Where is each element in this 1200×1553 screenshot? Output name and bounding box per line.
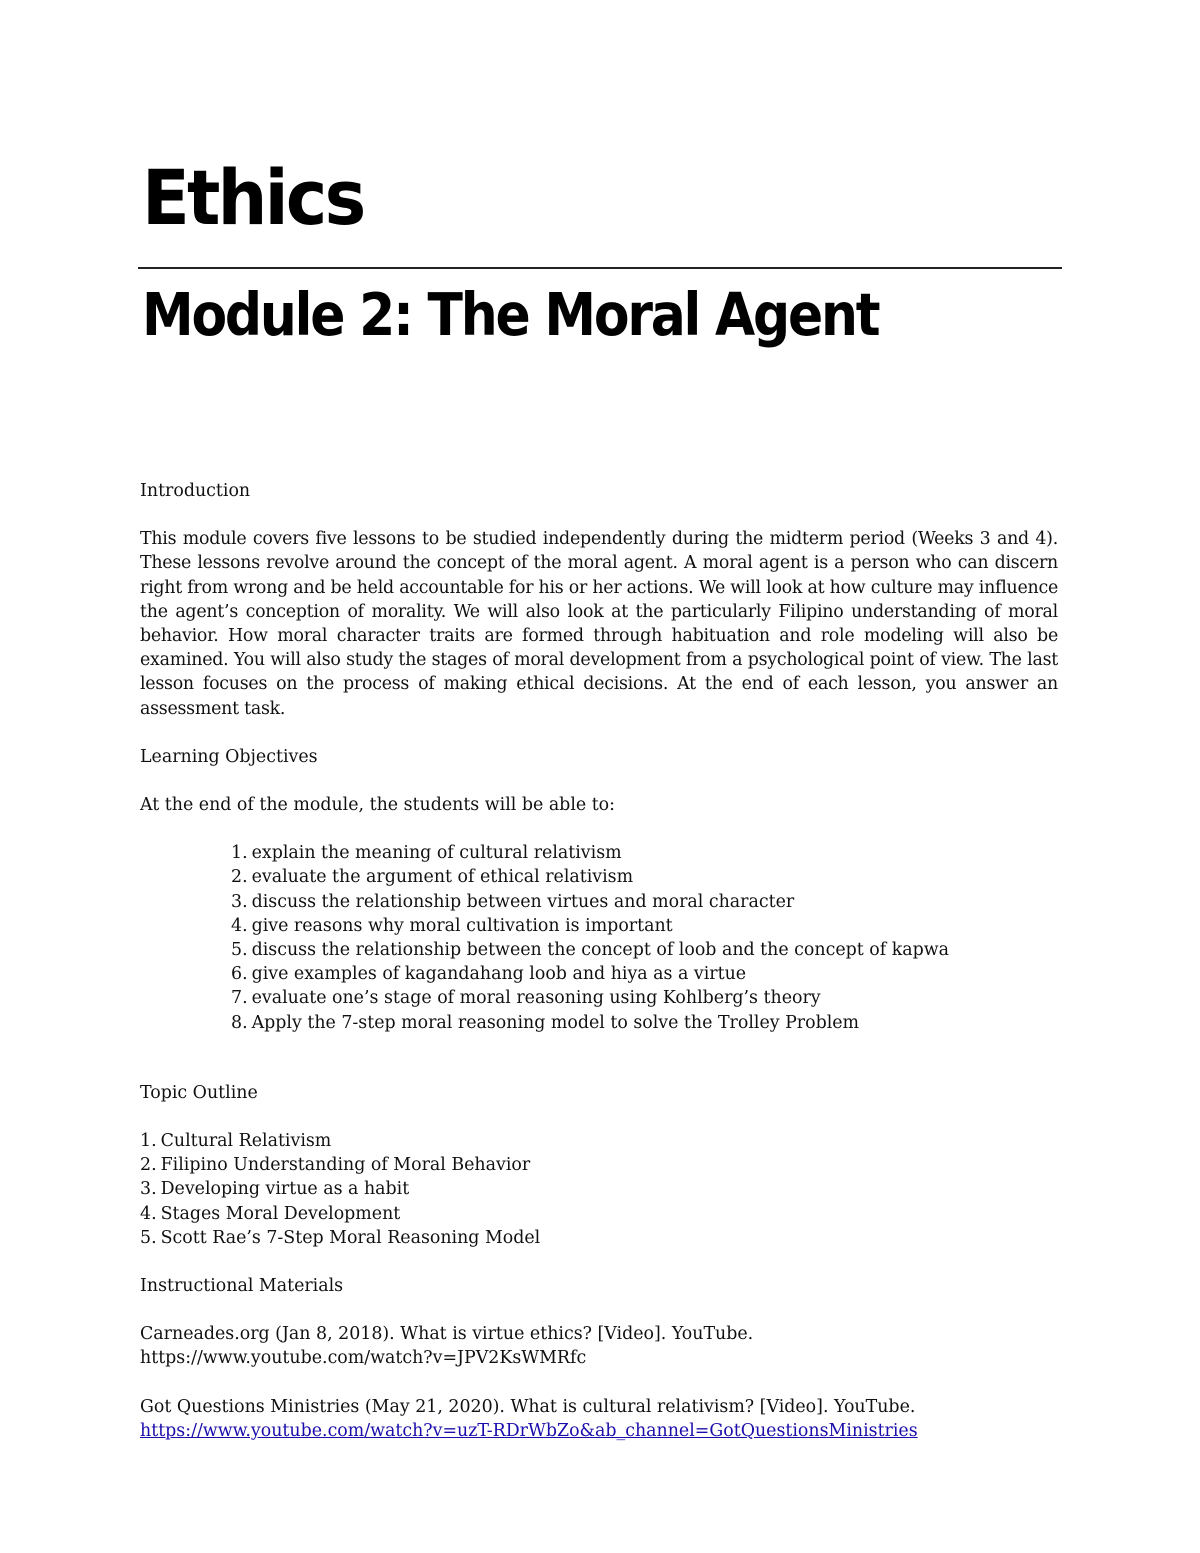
module-title: Module 2: The Moral Agent [142,280,879,349]
list-item: 5. Scott Rae’s 7-Step Moral Reasoning Model [140,1227,541,1248]
document-title: Ethics [142,153,364,242]
list-item: 2. Filipino Understanding of Moral Behavior [140,1155,531,1176]
reference-url: https://www.youtube.com/watch?v=JPV2KsWMRfc [140,1348,587,1369]
list-item: 8. Apply the 7-step moral reasoning model to solve the Trolley Problem [231,1012,860,1033]
list-item: 1. Cultural Relativism [140,1131,332,1152]
introduction-paragraph: This module covers five lessons to be studied independently during the midterm period (Weeks 3 and 4). These lessons revolve around the concept of the moral agent. A moral agent is a person who can discern right from wrong and be held accountable for his or her actions. We will look at how culture may influence the agent’s conception of morality. We will also look at the particularly Filipino understanding of moral behavior. How moral character traits are formed through habituation and role modeling will also be examined. You will also study the stages of moral development from a psychological point of view. The last lesson focuses on the process of making ethical decisions. At the end of each lesson, you answer an assessment task. [140,529,1058,719]
topic-outline-heading: Topic Outline [140,1082,258,1103]
list-item: 3. discuss the relationship between virtues and moral character [231,891,795,912]
reference-citation: Carneades.org (Jan 8, 2018). What is virtue ethics? [Video]. YouTube. [140,1324,754,1345]
reference-link[interactable]: https://www.youtube.com/watch?v=uzT-RDrWbZo&ab_channel=GotQuestionsMinistries [140,1420,918,1441]
document-body [140,479,1058,1443]
list-item: 1. explain the meaning of cultural relativism [231,843,622,864]
introduction-heading: Introduction [140,481,251,501]
list-item: 5. discuss the relationship between the concept of loob and the concept of kapwa [231,940,950,961]
list-item: 4. Stages Moral Development [140,1203,401,1224]
topic-outline-list [140,1129,1058,1250]
title-divider [138,267,1062,269]
objectives-lead: At the end of the module, the students will be able to: [140,795,616,816]
list-item: 2. evaluate the argument of ethical relativism [231,867,634,888]
reference-citation: Got Questions Ministries (May 21, 2020). What is cultural relativism? [Video]. YouTube. [140,1396,916,1417]
materials-heading: Instructional Materials [140,1276,344,1297]
list-item: 6. give examples of kagandahang loob and hiya as a virtue [231,964,747,985]
list-item: 3. Developing virtue as a habit [140,1179,410,1200]
objectives-list [140,841,1058,1035]
objectives-heading: Learning Objectives [140,746,318,767]
list-item: 7. evaluate one’s stage of moral reasoning using Kohlberg’s theory [231,988,821,1009]
list-item: 4. give reasons why moral cultivation is important [231,915,673,936]
